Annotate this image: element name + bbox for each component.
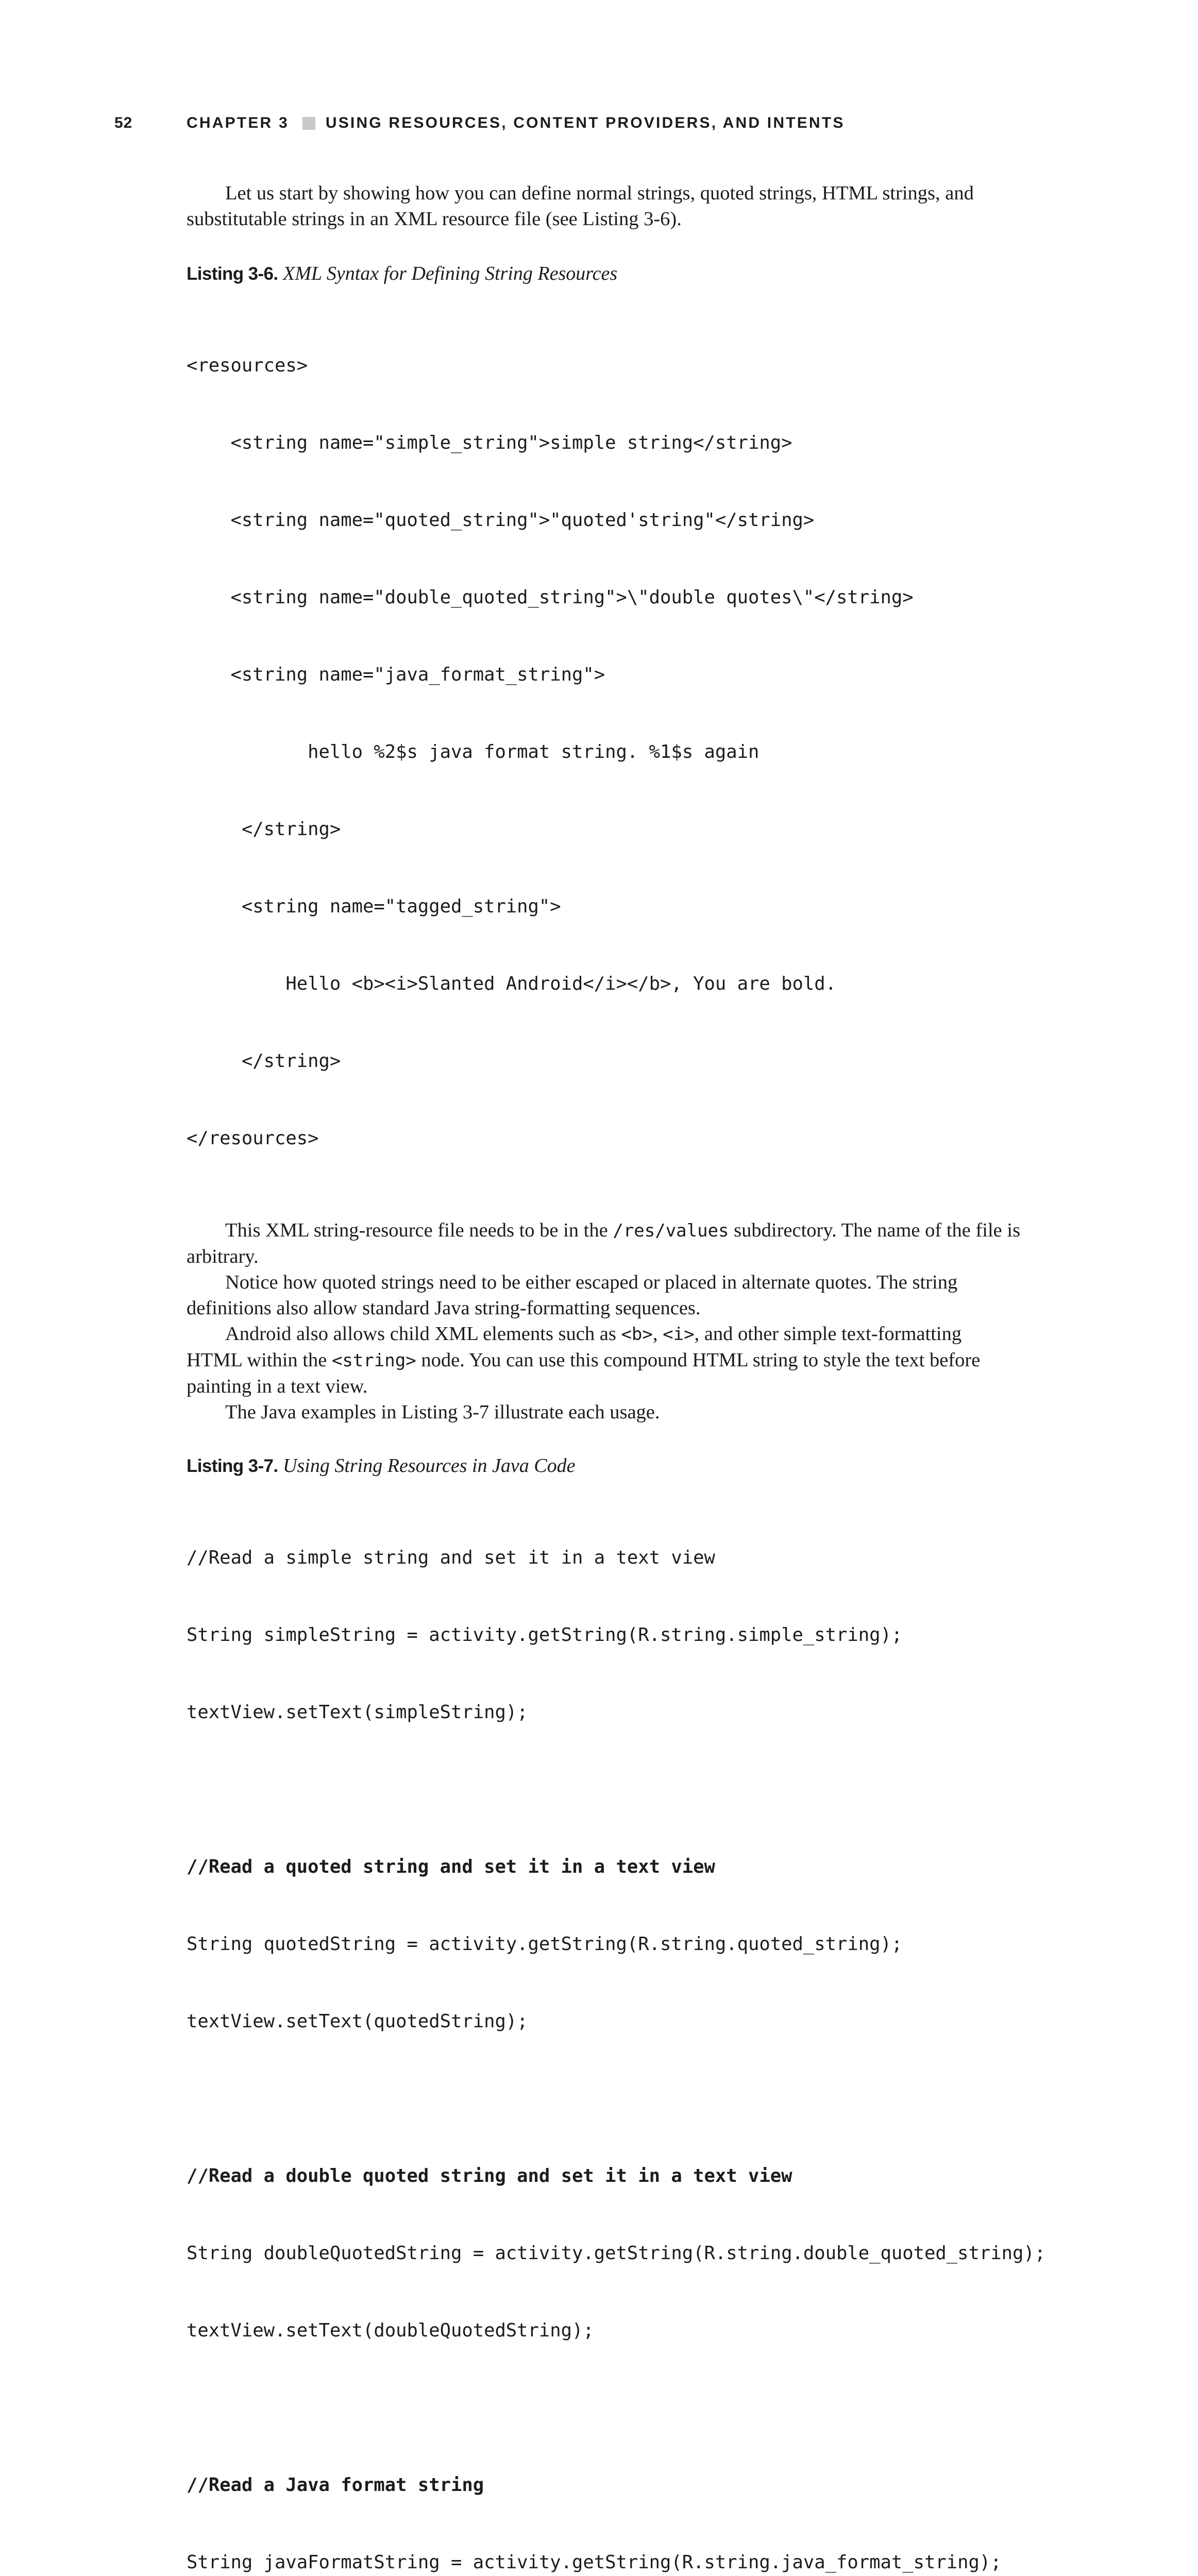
- inline-code: <i>: [663, 1324, 695, 1345]
- code-line: textView.setText(quotedString);: [187, 2011, 528, 2032]
- code-line: [187, 2086, 1021, 2112]
- running-head: [187, 114, 845, 132]
- text-run: node. You can use this compound HTML string to style the text before painting in a text view.: [187, 1349, 981, 1397]
- paragraph-html-elements: [187, 1321, 1021, 1399]
- code-line: <string name="double_quoted_string">\"double quotes\"</string>: [187, 587, 914, 608]
- code-line: textView.setText(simpleString);: [187, 1702, 528, 1723]
- code-line: [187, 1777, 1021, 1803]
- code-line: String simpleString = activity.getString(R.string.simple_string);: [187, 1624, 903, 1646]
- paragraph-res-values: [187, 1217, 1021, 1269]
- code-line: textView.setText(doubleQuotedString);: [187, 2320, 594, 2341]
- code-line: Hello <b><i>Slanted Android</i></b>, You are bold.: [187, 973, 836, 994]
- code-line: <string name="java_format_string">: [187, 664, 605, 685]
- code-line-bold: //Read a quoted string and set it in a text view: [187, 1856, 715, 1877]
- code-line: <string name="tagged_string">: [187, 896, 561, 917]
- code-line-bold: //Read a double quoted string and set it in a text view: [187, 2165, 792, 2187]
- listing-3-6-code: [187, 301, 1021, 1203]
- listing-3-7-title: [187, 1453, 1021, 1479]
- listing-label: Listing 3-7.: [187, 1456, 278, 1476]
- code-line: <resources>: [187, 355, 308, 376]
- code-line: String doubleQuotedString = activity.getString(R.string.double_quoted_string);: [187, 2243, 1046, 2264]
- code-line: <string name="simple_string">simple string</string>: [187, 432, 792, 453]
- code-line: </resources>: [187, 1128, 319, 1149]
- inline-code: /res/values: [613, 1221, 729, 1241]
- chapter-title: USING RESOURCES, CONTENT PROVIDERS, AND INTENTS: [325, 114, 845, 131]
- page-number: 52: [114, 114, 133, 131]
- separator-square-icon: [302, 117, 315, 130]
- chapter-label: CHAPTER 3: [187, 114, 289, 131]
- text-run: subdirectory. The name of the file is arbitrary.: [187, 1219, 1021, 1267]
- inline-code: <b>: [621, 1324, 653, 1345]
- code-line: hello %2$s java format string. %1$s again: [187, 741, 760, 762]
- listing-3-6-title: [187, 261, 1021, 287]
- code-line: String quotedString = activity.getString(R.string.quoted_string);: [187, 1934, 903, 1955]
- code-line: String javaFormatString = activity.getString(R.string.java_format_string);: [187, 2552, 1002, 2573]
- intro-paragraph: Let us start by showing how you can define normal strings, quoted strings, HTML strings, and substitutable strings in an XML resource file (see Listing 3-6).: [187, 182, 974, 230]
- text-run: , and other simple text-formatting HTML within the: [187, 1323, 962, 1371]
- code-line: //Read a simple string and set it in a text view: [187, 1547, 715, 1568]
- code-line: </string>: [187, 819, 341, 840]
- listing-caption: Using String Resources in Java Code: [283, 1455, 576, 1477]
- code-line: [187, 2395, 1021, 2421]
- code-line: </string>: [187, 1050, 341, 1072]
- paragraph-java-examples: The Java examples in Listing 3-7 illustrate each usage.: [225, 1401, 660, 1423]
- paragraph-quoted-strings: Notice how quoted strings need to be either escaped or placed in alternate quotes. The string definitions also allow standard Java string-formatting sequences.: [187, 1272, 958, 1319]
- text-run: ,: [652, 1323, 663, 1345]
- code-line: <string name="quoted_string">"quoted'string"</string>: [187, 510, 815, 531]
- text-run: This XML string-resource file needs to be in the: [225, 1219, 613, 1241]
- code-line-bold: //Read a Java format string: [187, 2475, 484, 2496]
- listing-caption: XML Syntax for Defining String Resources: [283, 263, 618, 284]
- text-run: Android also allows child XML elements such as: [225, 1323, 621, 1345]
- inline-code: <string>: [331, 1350, 416, 1371]
- listing-label: Listing 3-6.: [187, 264, 278, 284]
- listing-3-7-code: [187, 1494, 1046, 2576]
- page-content: [187, 180, 1046, 2576]
